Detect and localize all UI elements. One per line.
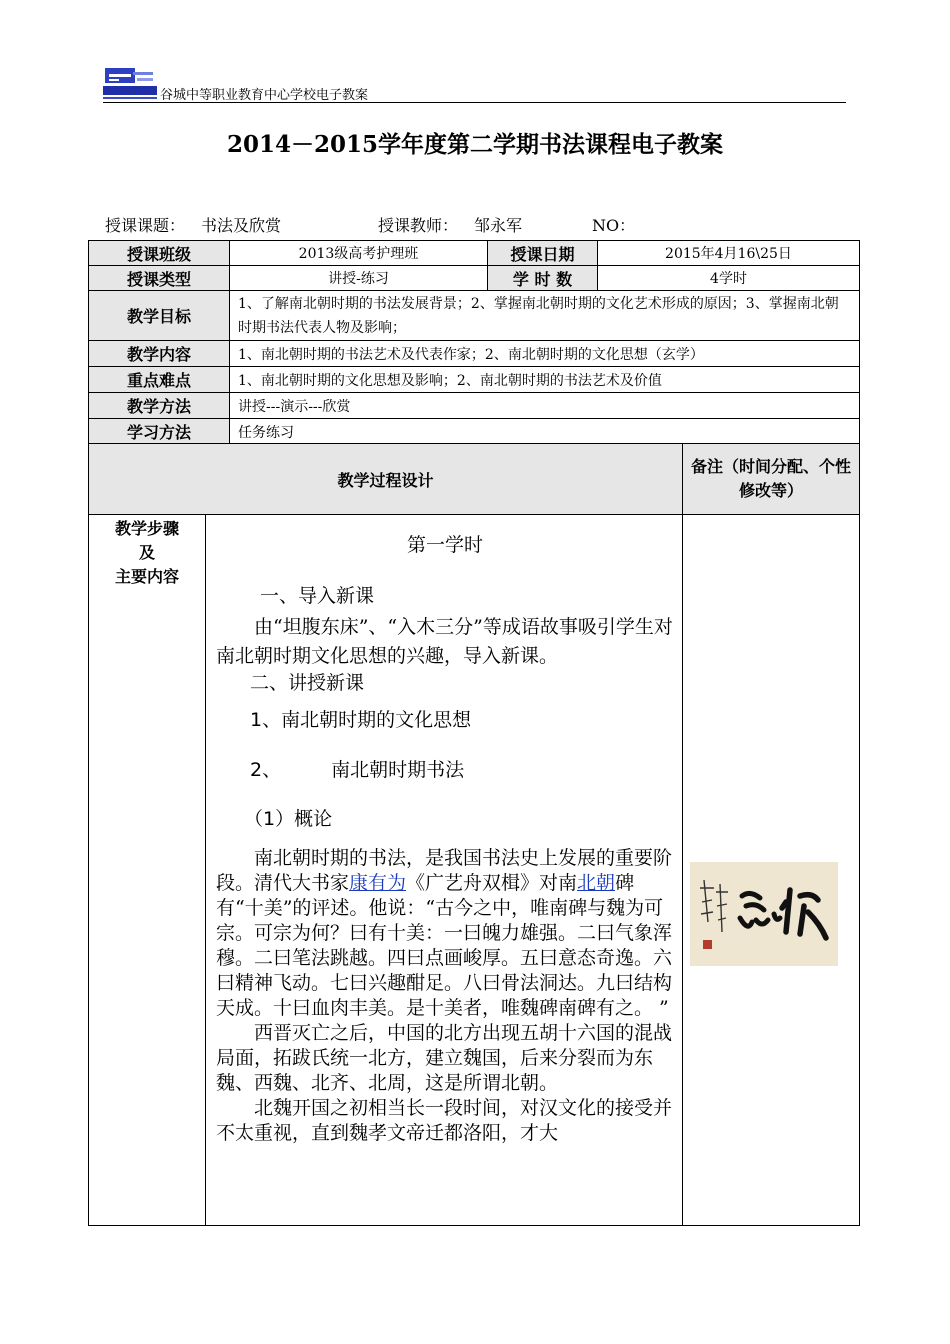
keypoints-label: 重点难点 (89, 367, 230, 393)
class-value: 2013级高考护理班 (230, 241, 488, 266)
study-method-value: 任务练习 (230, 419, 860, 445)
steps-label-line1: 教学步骤 (114, 519, 179, 538)
steps-label-cell (89, 515, 206, 1226)
type-value: 讲授-练习 (230, 266, 488, 291)
goals-label: 教学目标 (89, 291, 230, 341)
overview-text-c: 碑有“十美”的评述。他说：“古今之中，唯南碑与魏为可宗。可宗为何？曰有十美：一曰魄力雄强。二曰气象浑穆。二曰笔法跳越。四曰点画峻厚。五曰意态奇逸。六曰精神飞动。七曰兴趣酣足。八曰骨法洞达。九曰结构天成。十曰血肉丰美。是十美者，唯魏碑南碑有之。 ” (216, 872, 673, 1019)
hours-value: 4学时 (598, 266, 860, 291)
section-intro-text: 由“坦腹东床”、“入木三分”等成语故事吸引学生对南北朝时期文化思想的兴趣，导入新课。 (216, 616, 673, 667)
lesson-period-title: 第一学时 (407, 534, 484, 556)
content-value: 1、南北朝时期的书法艺术及代表作家；2、南北朝时期的文化思想（玄学） (230, 341, 860, 367)
study-method-label: 学习方法 (89, 419, 230, 445)
document-title: 2014－2015学年度第二学期书法课程电子教案 (226, 131, 724, 158)
school-header-text: 谷城中等职业教育中心学校电子教案 (160, 88, 369, 103)
teaching-method-label: 教学方法 (89, 393, 230, 419)
process-design-header: 教学过程设计 (89, 444, 683, 515)
teacher-label: 授课教师： (378, 216, 459, 235)
notes-header: 备注（时间分配、个性修改等） (683, 444, 860, 515)
northern-wei-paragraph: 北魏开国之初相当长一段时间，对汉文化的接受并不太重视，直到魏孝文帝迁都洛阳，才大 (216, 1097, 673, 1144)
section-lecture-title: 二、讲授新课 (250, 672, 365, 694)
item-calligraphy (216, 758, 674, 783)
overview-text-b: 《广艺舟双楫》对南 (406, 872, 578, 894)
calligraphy-artwork-image (690, 862, 838, 966)
date-value: 2015年4月16\25日 (598, 241, 860, 266)
header-divider (103, 102, 846, 103)
item-calligraphy-number: 2、 (250, 759, 282, 781)
topic-label: 授课课题： (105, 216, 186, 235)
subsection-overview: （1）概论 (244, 808, 333, 830)
number-label: NO： (592, 216, 636, 235)
goals-value: 1、了解南北朝时期的书法发展背景；2、掌握南北朝时期的文化艺术形成的原因；3、掌握南北朝时期书法代表人物及影响； (230, 291, 860, 341)
overview-text-a: 南北朝时期的书法，是我国书法史上发展的重要阶段。清代大书家 (216, 847, 673, 894)
content-label: 教学内容 (89, 341, 230, 367)
northern-dynasties-link[interactable]: 北朝 (577, 872, 616, 894)
steps-label-line2: 及 (138, 543, 155, 562)
school-logo (103, 66, 157, 102)
kang-youwei-link[interactable]: 康有为 (349, 872, 407, 894)
lesson-info-table (88, 240, 860, 445)
type-label: 授课类型 (89, 266, 230, 291)
section-intro-title: 一、导入新课 (260, 585, 375, 607)
date-label: 授课日期 (488, 241, 598, 266)
history-paragraph: 西晋灭亡之后，中国的北方出现五胡十六国的混战局面，拓跋氏统一北方，建立魏国，后来分裂而为东魏、西魏、北齐、北周，这是所谓北朝。 (216, 1022, 673, 1094)
teacher-value: 邹永军 (474, 216, 523, 235)
teaching-process-table (88, 443, 860, 1226)
item-culture-thought: 1、南北朝时期的文化思想 (250, 709, 472, 731)
main-content-cell (206, 515, 683, 1226)
overview-paragraph (216, 846, 674, 1021)
keypoints-value: 1、南北朝时期的文化思想及影响；2、南北朝时期的书法艺术及价值 (230, 367, 860, 393)
topic-value: 书法及欣赏 (201, 216, 282, 235)
hours-label: 学 时 数 (488, 266, 598, 291)
item-calligraphy-text: 南北朝时期书法 (331, 759, 465, 781)
class-label: 授课班级 (89, 241, 230, 266)
teaching-method-value: 讲授---演示---欣赏 (230, 393, 860, 419)
steps-label-line3: 主要内容 (114, 567, 179, 586)
